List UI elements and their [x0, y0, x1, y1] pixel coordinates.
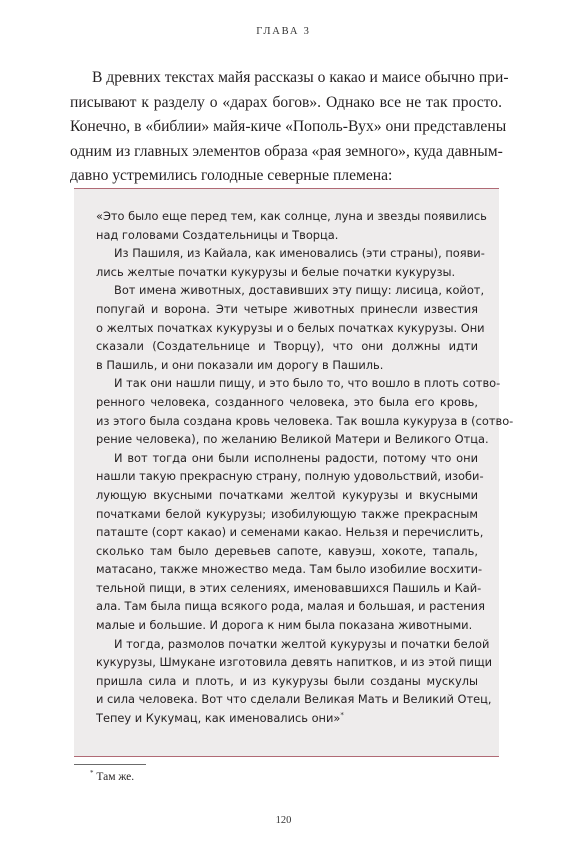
quote-line: паташте (сорт какао) и семенами какао. Нельзя и перечислить, [96, 525, 484, 540]
quote-line: ала. Там была пища всякого рода, малая и большая, и растения [96, 599, 485, 614]
quote-text [96, 207, 514, 728]
quote-line: о желтых початках кукурузы и о белых початках кукурузы. Они [96, 320, 485, 335]
quote-line: попугай и ворона. Эти четыре животных принесли известия [96, 301, 478, 316]
quote-line: матасано, также множество меда. Там было изобилие восхити- [96, 562, 483, 577]
quote-line: кукурузы, Шмукане изготовила девять напитков, и из этой пищи [96, 655, 493, 670]
quote-line: ренного человека, созданного человека, это была его кровь, [96, 394, 478, 409]
quote-last-line [96, 709, 478, 728]
quote-line: малые и большие. И дорога к ним была показана животными. [96, 618, 473, 633]
quote-line: «Это было еще перед тем, как солнце, луна и звезды появились [96, 209, 487, 223]
body-line: писывают к разделу о «дарах богов». Однако все не так просто. [70, 93, 502, 111]
body-paragraph [70, 66, 509, 189]
body-line: Конечно, в «библии» майя-киче «Пополь-Вух» они представлены [70, 118, 507, 135]
quote-line: над головами Создательницы и Творца. [96, 227, 339, 242]
body-line: давно устремились голодные северные племена: [70, 167, 393, 184]
quote-line: сказали (Создательнице и Творцу), что они должны идти [96, 339, 478, 354]
quote-line: початками белой кукурузы; изобилующую также прекрасным [96, 506, 478, 521]
quote-line: И так они нашли пищу, и это было то, что вошло в плоть сотво- [114, 376, 501, 391]
quote-line: из этого была создана кровь человека. Так вошла кукуруза в (сотво- [96, 413, 514, 428]
footnote-mark: * [90, 769, 94, 777]
quote-line: нашли такую прекрасную страну, полную удовольствий, изоби- [96, 469, 484, 484]
quote-line: И тогда, размолов початки желтой кукурузы и початки белой [114, 636, 490, 651]
quote-line: Вот имена животных, доставивших эту пищу: лисица, койот, [114, 283, 485, 298]
footnote [90, 771, 134, 783]
quote-line: Тепеу и Кукумац, как именовались они» [96, 711, 341, 726]
footnote-reference[interactable]: * [340, 711, 344, 720]
footnote-text: Там же. [96, 771, 135, 783]
quote-line: и сила человека. Вот что сделали Великая Мать и Великий Отец, [96, 692, 492, 707]
page-number: 120 [275, 815, 292, 826]
quote-line: в Пашиль, и они показали им дорогу в Пашиль. [96, 357, 384, 372]
quote-line: лись желтые початки кукурузы и белые початки кукурузы. [96, 264, 456, 279]
quote-line: Из Пашиля, из Кайала, как именовались (эти страны), появи- [114, 246, 485, 261]
quote-line: тельной пищи, в этих селениях, именовавшихся Пашиль и Кай- [96, 580, 482, 595]
running-head: ГЛАВА 3 [256, 26, 311, 37]
body-line: одним из главных элементов образа «рая земного», куда давным- [70, 142, 503, 160]
body-line: В древних текстах майя рассказы о какао и маисе обычно при- [92, 69, 509, 86]
quote-line: И вот тогда они были исполнены радости, потому что они [114, 450, 478, 465]
quote-line: пришла сила и плоть, и из кукурузы были созданы мускулы [96, 673, 478, 688]
quote-line: лующую вкусными початками желтой кукурузы и вкусными [96, 487, 478, 502]
quote-line: сколько там было деревьев сапоте, кавуэш, хокоте, тапаль, [96, 543, 478, 558]
footnote-rule [74, 764, 146, 765]
quote-line: рение человека), по желанию Великой Матери и Великого Отца. [96, 432, 489, 447]
